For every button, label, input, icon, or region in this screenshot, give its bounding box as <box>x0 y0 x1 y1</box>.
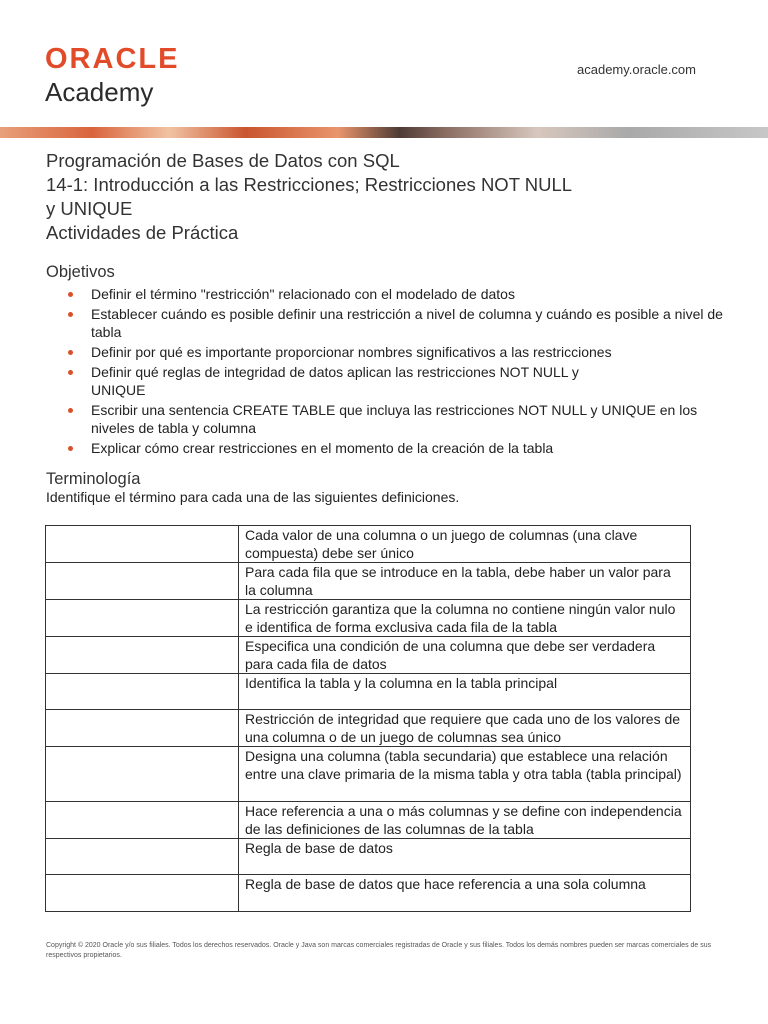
definition-cell: Regla de base de datos <box>239 839 691 875</box>
terminology-table <box>45 525 691 912</box>
term-cell[interactable] <box>46 563 239 600</box>
bullet-icon <box>68 292 73 297</box>
table-row <box>46 875 691 912</box>
oracle-academy-logo <box>45 44 179 107</box>
definition-cell: Restricción de integridad que requiere que cada uno de los valores de una columna o de un juego de columnas sea único <box>239 710 691 747</box>
table-row <box>46 839 691 875</box>
table-row <box>46 600 691 637</box>
objective-item <box>66 439 736 457</box>
definition-cell: La restricción garantiza que la columna no contiene ningún valor nulo e identifica de forma exclusiva cada fila de la tabla <box>239 600 691 637</box>
objective-text: Escribir una sentencia CREATE TABLE que incluya las restricciones NOT NULL y UNIQUE en los niveles de tabla y columna <box>91 402 698 436</box>
definition-cell: Identifica la tabla y la columna en la tabla principal <box>239 674 691 710</box>
objective-item <box>66 285 736 303</box>
terminology-instructions: Identifique el término para cada una de las siguientes definiciones. <box>46 489 460 505</box>
objective-text: Definir qué reglas de integridad de datos aplican las restricciones NOT NULL y UNIQUE <box>91 364 579 398</box>
objective-item <box>66 363 736 399</box>
bullet-icon <box>68 370 73 375</box>
logo-brand: ORACLE <box>45 43 180 75</box>
objective-text: Definir el término "restricción" relacionado con el modelado de datos <box>91 286 515 302</box>
objectives-list <box>66 285 736 459</box>
bullet-icon <box>68 350 73 355</box>
table-row <box>46 526 691 563</box>
objective-text: Definir por qué es importante proporcionar nombres significativos a las restricciones <box>91 344 612 360</box>
bullet-icon <box>68 408 73 413</box>
objective-item <box>66 343 736 361</box>
term-cell[interactable] <box>46 875 239 912</box>
term-cell[interactable] <box>46 674 239 710</box>
site-url: academy.oracle.com <box>577 62 696 77</box>
table-row <box>46 747 691 802</box>
objective-item <box>66 401 736 437</box>
bullet-icon <box>68 312 73 317</box>
objective-text: Explicar cómo crear restricciones en el momento de la creación de la tabla <box>91 440 554 456</box>
logo-sub: Academy <box>45 77 154 107</box>
course-title: Programación de Bases de Datos con SQL <box>46 150 400 171</box>
term-cell[interactable] <box>46 710 239 747</box>
term-cell[interactable] <box>46 600 239 637</box>
lesson-title-line1: 14-1: Introducción a las Restricciones; Restricciones NOT NULL <box>46 174 573 195</box>
term-cell[interactable] <box>46 747 239 802</box>
definition-cell: Para cada fila que se introduce en la tabla, debe haber un valor para la columna <box>239 563 691 600</box>
bullet-icon <box>68 446 73 451</box>
definition-cell: Regla de base de datos que hace referencia a una sola columna <box>239 875 691 912</box>
table-row <box>46 637 691 674</box>
definition-cell: Hace referencia a una o más columnas y se define con independencia de las definiciones de las columnas de la tabla <box>239 802 691 839</box>
copyright-footer: Copyright © 2020 Oracle y/o sus filiales. Todos los derechos reservados. Oracle y Java son marcas comerciales registradas de Oracle y sus filiales. Todos los demás nombres pueden ser marcas comerciales de sus respectivos propietarios. <box>46 942 712 959</box>
definition-cell: Especifica una condición de una columna que debe ser verdadera para cada fila de datos <box>239 637 691 674</box>
term-cell[interactable] <box>46 526 239 563</box>
header-banner <box>0 127 768 138</box>
terminology-heading: Terminología <box>46 470 141 488</box>
table-row <box>46 563 691 600</box>
table-row <box>46 802 691 839</box>
activity-title: Actividades de Práctica <box>46 222 239 243</box>
title-block <box>46 149 726 245</box>
table-row <box>46 674 691 710</box>
term-cell[interactable] <box>46 839 239 875</box>
term-cell[interactable] <box>46 637 239 674</box>
objectives-heading: Objetivos <box>46 263 115 281</box>
definition-cell: Cada valor de una columna o un juego de columnas (una clave compuesta) debe ser único <box>239 526 691 563</box>
term-cell[interactable] <box>46 802 239 839</box>
objective-item <box>66 305 736 341</box>
definition-cell: Designa una columna (tabla secundaria) que establece una relación entre una clave primaria de la misma tabla y otra tabla (tabla principal) <box>239 747 691 802</box>
objective-text: Establecer cuándo es posible definir una restricción a nivel de columna y cuándo es posible a nivel de tabla <box>91 306 723 340</box>
lesson-title-line2: y UNIQUE <box>46 198 133 219</box>
table-row <box>46 710 691 747</box>
